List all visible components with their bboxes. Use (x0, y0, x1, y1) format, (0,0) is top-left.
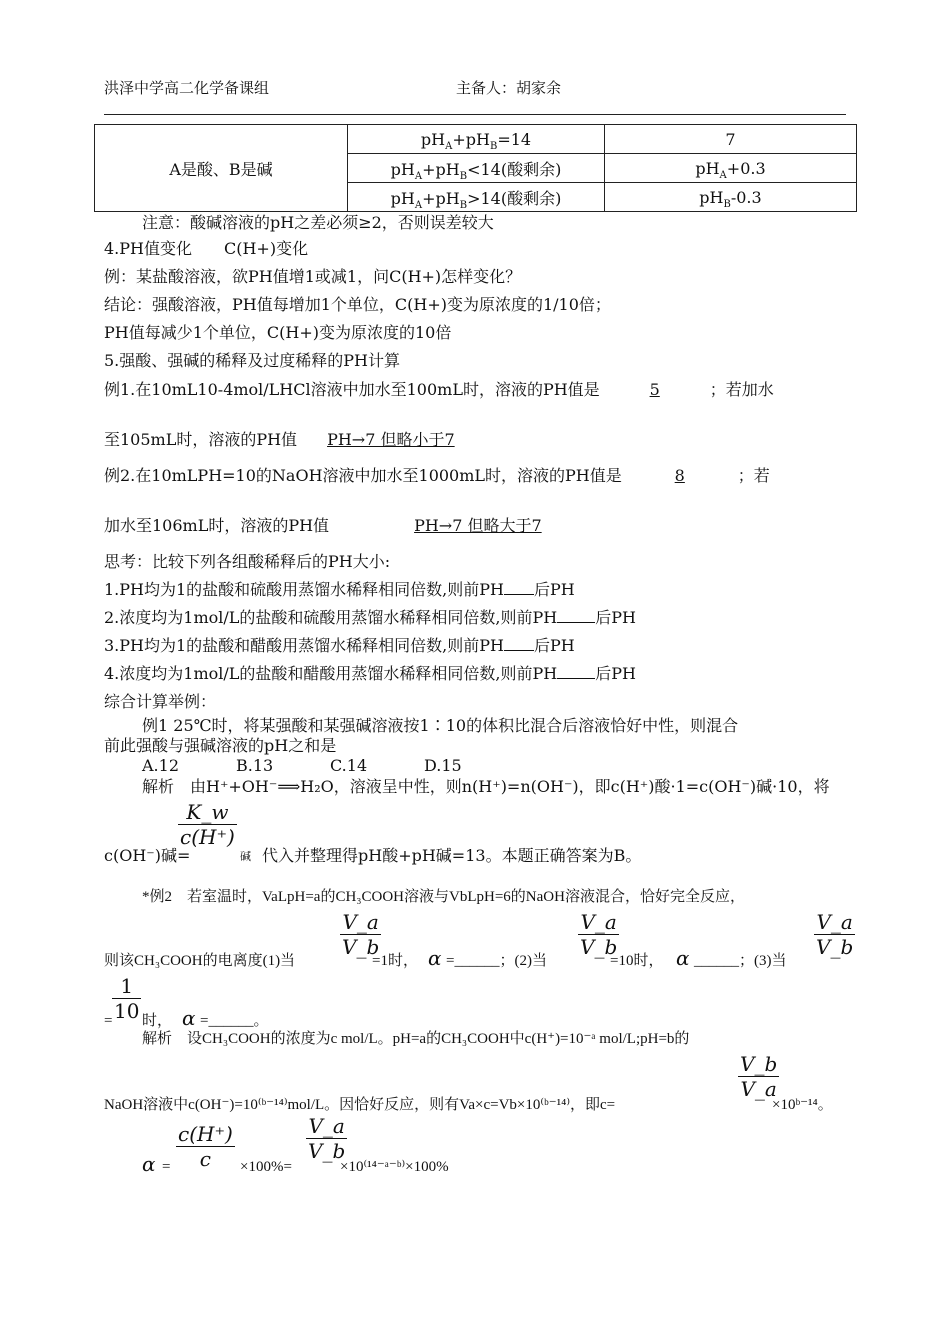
example-1-line-2: 至105mL时，溶液的PH值 PH→7 但略小于7 (104, 430, 455, 449)
ex2-line-3c: =______。 (200, 1013, 269, 1029)
analysis-3: 解析 设CH₃COOH的浓度为c mol/L。pH=a的CH₃COOH中c(H⁺)=10⁻ᵃ mol/L;pH=b的 (142, 1031, 690, 1047)
example-1-answer-2: PH→7 但略小于7 (327, 430, 455, 449)
alpha-symbol-4: α (142, 1152, 156, 1176)
analysis-1: 解析 由H⁺+OH⁻⟹H₂O，溶液呈中性，则n(H⁺)=n(OH⁻)，即c(H⁺)酸·1=c(OH⁻)碱·10，将 (142, 777, 830, 796)
option-d: D.15 (424, 756, 462, 775)
va-vb-fraction-3: $\frac{V\_a}{V\_b}$ (816, 910, 854, 959)
va-vb-fraction-1: $\frac{V\_a}{V\_b}$ (342, 910, 380, 959)
table-result-1: 7 (605, 125, 857, 154)
ex2-line-2b: =1时， (372, 953, 418, 969)
note-line: 注意：酸碱溶液的pH之差必须≥2，否则误差较大 (142, 213, 494, 232)
think-line: 思考：比较下列各组酸稀释后的PH大小: (104, 552, 391, 571)
example-2-answer-2: PH→7 但略大于7 (414, 516, 542, 535)
analysis-5c: ×10⁽¹⁴⁻ᵃ⁻ᵇ⁾×100% (340, 1159, 449, 1175)
ex2-line-2c: =______；(2)当 (446, 953, 547, 969)
ex2-line-3b: 时， (142, 1013, 173, 1029)
ph-rules-table (94, 124, 857, 212)
kw-fraction: $\frac{K\_w}{c(H^+)}$ (180, 800, 235, 849)
comprehensive-title: 综合计算举例： (104, 692, 217, 711)
analysis-4a: NaOH溶液中c(OH⁻)=10⁽ᵇ⁻¹⁴⁾mol/L。因恰好反应，则有Va×c=Vb×10⁽ᵇ⁻¹⁴⁾，即c= (104, 1097, 616, 1113)
vb-va-fraction: $\frac{V\_b}{V\_a}$ (740, 1052, 778, 1101)
analysis-2b: 代入并整理得pH酸+pH碱=13。本题正确答案为B。 (262, 846, 642, 865)
va-vb-fraction-2: $\frac{V\_a}{V\_b}$ (580, 910, 618, 959)
question-2: 2.浓度均为1mol/L的盐酸和硫酸用蒸馏水稀释相同倍数,则前PH 后PH (104, 608, 636, 627)
example-1-answer: 5 (649, 380, 660, 399)
section-4-title: 4.PH值变化 C(H+)变化 (104, 239, 309, 258)
conclusion-line-2: PH值每减少1个单位，C(H+)变为原浓度的10倍 (104, 323, 452, 342)
ex2-line-2a: 则该CH₃COOH的电离度(1)当 (104, 953, 296, 969)
analysis-2a: c(OH⁻)碱= (104, 846, 191, 865)
analysis-5a: = (162, 1159, 171, 1175)
example-line: 例：某盐酸溶液，欲PH值增1或减1，问C(H+)怎样变化？ (104, 267, 522, 286)
table-cond-2: $pH_A+pH_B<14$(酸剩余) (348, 154, 605, 183)
table-result-3: $pH_B-0.3$ (605, 183, 857, 212)
question-4: 4.浓度均为1mol/L的盐酸和醋酸用蒸馏水稀释相同倍数,则前PH 后PH (104, 664, 636, 683)
ex2-line-2e: ______；(3)当 (694, 953, 787, 969)
table-row-label: A是酸、B是碱 (95, 125, 348, 212)
ex2-line-3a: = (104, 1013, 113, 1029)
table-cond-3: $pH_A+pH_B>14$(酸剩余) (348, 183, 605, 212)
analysis-4b: ×10ᵇ⁻¹⁴。 (772, 1097, 833, 1113)
ex1-line-2: 前此强酸与强碱溶液的pH之和是 (104, 736, 337, 755)
header-right: 主备人：胡家余 (456, 79, 562, 97)
option-b: B.13 (236, 756, 274, 775)
kw-subscript: 碱 (240, 850, 251, 863)
example-2-line-1: 例2.在10mLPH=10的NaOH溶液中加水至1000mL时，溶液的PH值是 8 ；若 (104, 466, 770, 485)
ex1-line-1: 例1 25℃时，将某强酸和某强碱溶液按1∶10的体积比混合后溶液恰好中性，则混合 (142, 716, 739, 735)
example-2-line-2: 加水至106mL时，溶液的PH值 PH→7 但略大于7 (104, 516, 542, 535)
header-left: 洪泽中学高二化学备课组 (104, 79, 270, 97)
alpha-symbol-1: α (428, 946, 442, 970)
conclusion-line-1: 结论：强酸溶液，PH值每增加1个单位，C(H+)变为原浓度的1/10倍； (104, 295, 611, 314)
table-cond-1: $pH_A+pH_B=14$ (348, 125, 605, 154)
ex2-line-1: *例2 若室温时，VaLpH=a的CH₃COOH溶液与VbLpH=6的NaOH溶液混合，恰好完全反应， (142, 889, 745, 905)
ex2-line-2d: =10时， (610, 953, 664, 969)
alpha-symbol-2: α (676, 946, 690, 970)
ch-over-c-fraction: $\frac{c(H^+)}{c}$ (178, 1122, 233, 1171)
analysis-5b: ×100%= (240, 1159, 292, 1175)
option-c: C.14 (330, 756, 368, 775)
table-result-2: $pH_A+0.3$ (605, 154, 857, 183)
option-a: A.12 (142, 756, 179, 775)
question-1: 1.PH均为1的盐酸和硫酸用蒸馏水稀释相同倍数,则前PH 后PH (104, 580, 575, 599)
one-over-ten-fraction: $\frac{1}{10}$ (114, 974, 140, 1023)
header-rule (104, 114, 846, 115)
example-1-line-1: 例1.在10mL10-4mol/LHCl溶液中加水至100mL时，溶液的PH值是 5 ；若加水 (104, 380, 774, 399)
question-3: 3.PH均为1的盐酸和醋酸用蒸馏水稀释相同倍数,则前PH 后PH (104, 636, 575, 655)
example-2-answer: 8 (674, 466, 685, 485)
va-vb-fraction-4: $\frac{V\_a}{V\_b}$ (308, 1114, 346, 1163)
section-5-title: 5.强酸、强碱的稀释及过度稀释的PH计算 (104, 351, 400, 370)
alpha-symbol-3: α (182, 1006, 196, 1030)
